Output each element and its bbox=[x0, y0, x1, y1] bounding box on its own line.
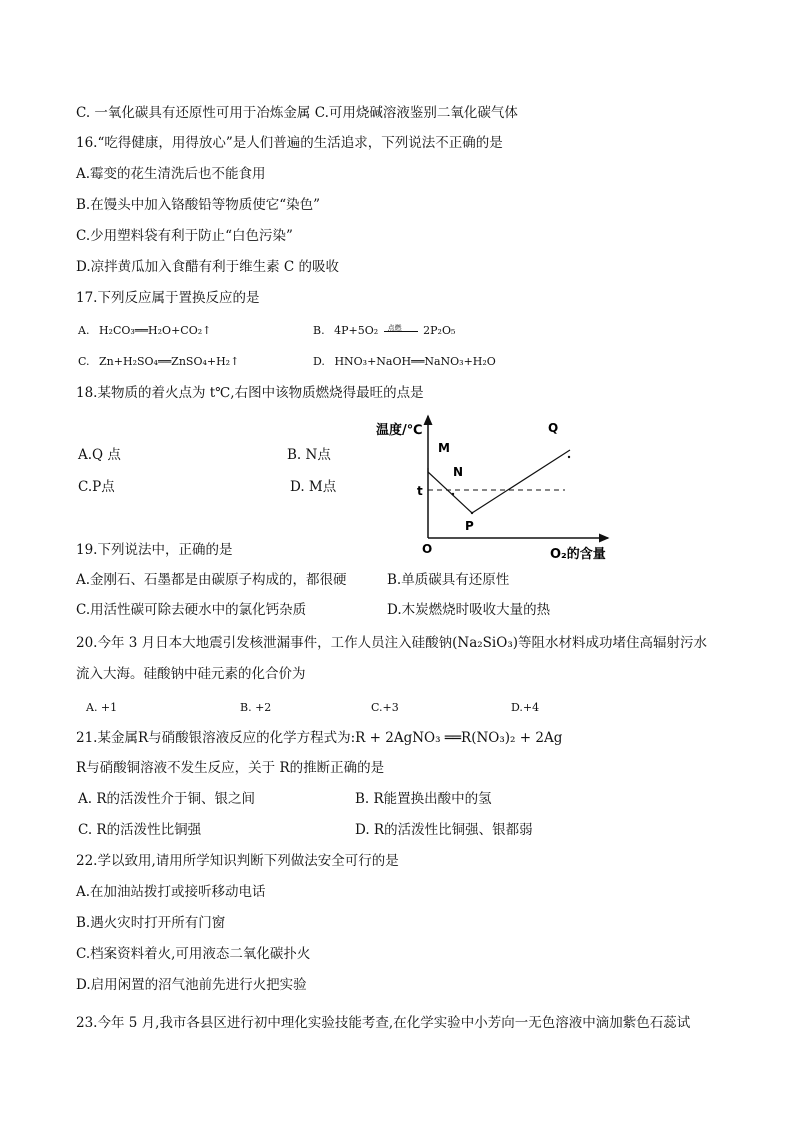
point-p-dot bbox=[471, 512, 473, 514]
question-22-option-b: B.遇火灾时打开所有门窗 bbox=[76, 915, 226, 931]
point-q-dot bbox=[568, 456, 570, 458]
point-p-label: P bbox=[465, 519, 474, 533]
origin-label: O bbox=[422, 542, 433, 556]
question-19-option-b: B.单质碳具有还原性 bbox=[387, 572, 510, 588]
question-17-option-c bbox=[78, 353, 239, 371]
option-label: D. bbox=[313, 355, 325, 368]
x-axis-label: O₂的含量 bbox=[550, 547, 606, 562]
question-21-option-a: A. R的活泼性介于铜、银之间 bbox=[78, 791, 255, 807]
question-21-option-d: D. R的活泼性比铜强、银都弱 bbox=[355, 822, 533, 838]
line-option-c-carbon-monoxide: C. 一氧化碳具有还原性可用于冶炼金属 C.可用烧碱溶液鉴别二氧化碳气体 bbox=[76, 105, 518, 121]
question-18-option-d: D. M点 bbox=[290, 479, 337, 495]
temperature-oxygen-graph bbox=[370, 410, 620, 570]
question-17: 17.下列反应属于置换反应的是 bbox=[76, 290, 260, 306]
question-20-option-b: B. +2 bbox=[240, 701, 272, 714]
option-label: A. bbox=[78, 324, 90, 337]
t-label: t bbox=[417, 484, 423, 498]
question-22-option-c: C.档案资料着火,可用液态二氧化碳扑火 bbox=[76, 946, 311, 962]
ignition-arrow bbox=[382, 325, 420, 337]
point-n-dot bbox=[452, 493, 454, 495]
equation-c: Zn+H₂SO₄══ZnSO₄+H₂↑ bbox=[99, 355, 240, 368]
question-20-line-1: 20.今年 3 月日本大地震引发核泄漏事件，工作人员注入硅酸钠(Na₂SiO₃)等阻水材料成功堵住高辐射污水 bbox=[76, 635, 707, 651]
question-16: 16.“吃得健康，用得放心”是人们普遍的生活追求，下列说法不正确的是 bbox=[76, 135, 503, 151]
temperature-curve bbox=[428, 450, 570, 513]
question-21-option-c: C. R的活泼性比铜强 bbox=[78, 822, 202, 838]
ignition-condition: 点燃 bbox=[387, 324, 402, 332]
question-21-option-b: B. R能置换出酸中的氢 bbox=[355, 791, 492, 807]
question-16-option-d: D.凉拌黄瓜加入食醋有利于维生素 C 的吸收 bbox=[76, 259, 340, 275]
question-21-line-1: 21.某金属R与硝酸银溶液反应的化学方程式为:R + 2AgNO₃ ══R(NO₃)₂ + 2Ag bbox=[76, 730, 563, 746]
question-19-option-a: A.金刚石、石墨都是由碳原子构成的，都很硬 bbox=[76, 572, 347, 588]
option-label: B. bbox=[313, 324, 325, 337]
question-23: 23.今年 5 月,我市各县区进行初中理化实验技能考查,在化学实验中小芳向一无色溶液中滴加紫色石蕊试 bbox=[76, 1015, 691, 1031]
question-22-option-d: D.启用闲置的沼气池前先进行火把实验 bbox=[76, 977, 307, 993]
arrow-line bbox=[384, 331, 418, 332]
question-22: 22.学以致用,请用所学知识判断下列做法安全可行的是 bbox=[76, 853, 399, 869]
option-label: C. bbox=[78, 355, 90, 368]
question-17-option-d bbox=[313, 353, 496, 371]
question-20-option-c: C.+3 bbox=[371, 701, 399, 714]
question-18-option-c: C.P点 bbox=[78, 479, 115, 495]
question-19: 19.下列说法中，正确的是 bbox=[76, 542, 233, 558]
question-19-option-c: C.用活性碳可除去硬水中的氯化钙杂质 bbox=[76, 602, 307, 618]
question-17-option-b bbox=[313, 322, 455, 340]
point-n-label: N bbox=[453, 465, 464, 479]
equation-b-reactants: 4P+5O₂ bbox=[334, 324, 379, 337]
equation-b-products: 2P₂O₅ bbox=[423, 324, 456, 337]
point-m-label: M bbox=[438, 441, 450, 455]
point-q-label: Q bbox=[548, 421, 559, 435]
question-20-line-2: 流入大海。硅酸钠中硅元素的化合价为 bbox=[76, 666, 306, 682]
question-20-option-a: A. +1 bbox=[86, 701, 118, 714]
question-18-option-b: B. N点 bbox=[287, 447, 331, 463]
equation-a: H₂CO₃══H₂O+CO₂↑ bbox=[98, 324, 212, 337]
question-18: 18.某物质的着火点为 t℃,右图中该物质燃烧得最旺的点是 bbox=[76, 385, 424, 401]
question-18-option-a: A.Q 点 bbox=[78, 447, 121, 463]
question-16-option-a: A.霉变的花生清洗后也不能食用 bbox=[76, 166, 266, 182]
question-19-option-d: D.木炭燃烧时吸收大量的热 bbox=[387, 602, 551, 618]
question-16-option-c: C.少用塑料袋有利于防止“白色污染” bbox=[76, 228, 293, 244]
equation-d: HNO₃+NaOH══NaNO₃+H₂O bbox=[334, 355, 496, 368]
question-20-option-d: D.+4 bbox=[511, 701, 540, 714]
question-16-option-b: B.在馒头中加入铬酸铅等物质使它“染色” bbox=[76, 197, 321, 213]
question-22-option-a: A.在加油站拨打或接听移动电话 bbox=[76, 884, 266, 900]
question-17-option-a bbox=[78, 322, 211, 340]
y-axis-label: 温度/℃ bbox=[376, 423, 423, 438]
question-21-line-2: R与硝酸铜溶液不发生反应，关于 R的推断正确的是 bbox=[76, 760, 385, 776]
